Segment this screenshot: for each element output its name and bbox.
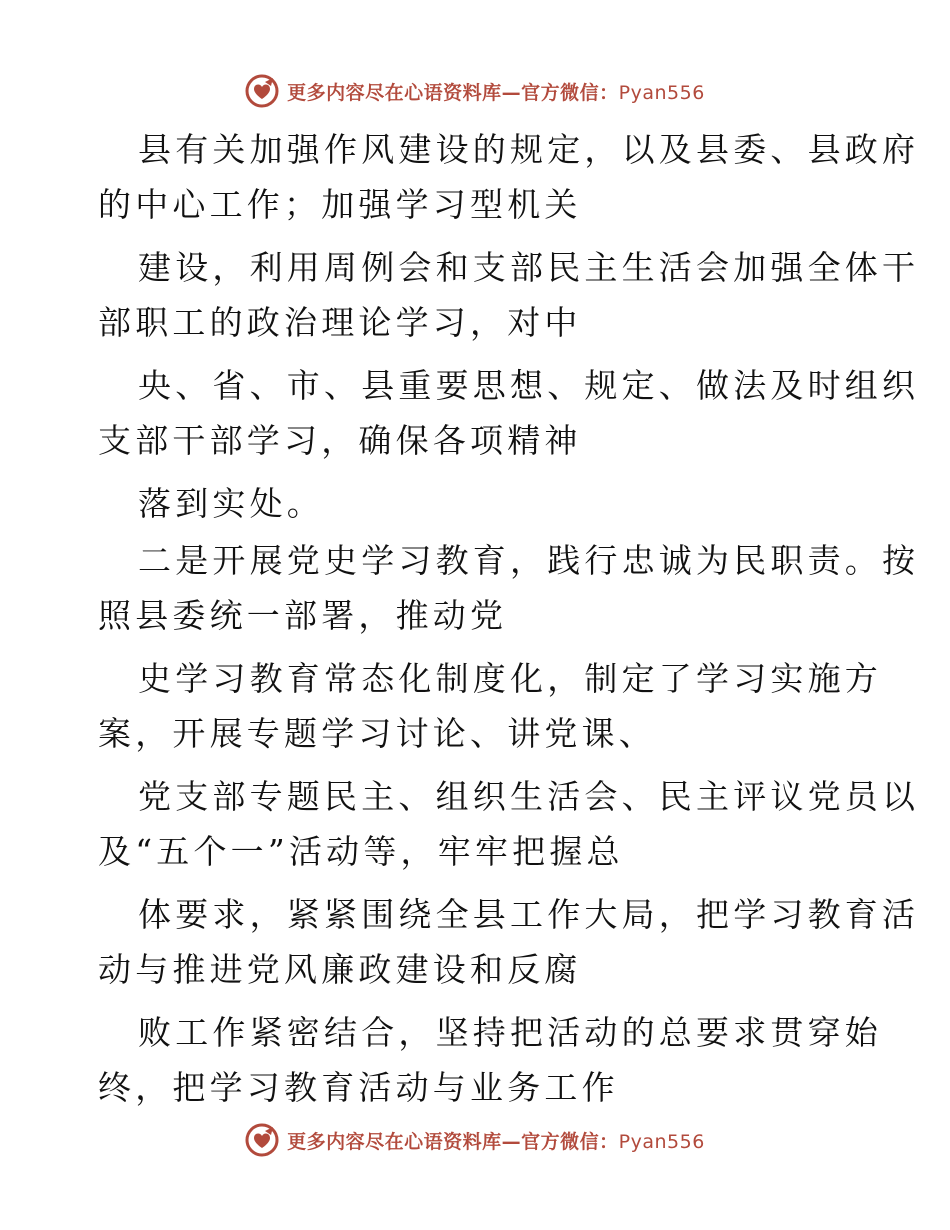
header-banner-text: 更多内容尽在心语资料库—官方微信：Pyan556: [287, 81, 705, 104]
text-line: 及“五个一”活动等，牢牢把握总: [98, 832, 624, 871]
text-line: 败工作紧密结合，坚持把活动的总要求贯穿始: [138, 1013, 882, 1052]
text-line: 县有关加强作风建设的规定，以及县委、县政府: [138, 130, 920, 169]
footer-banner-text: 更多内容尽在心语资料库—官方微信：Pyan556: [287, 1130, 705, 1153]
text-line: 案，开展专题学习讨论、讲党课、: [98, 714, 656, 753]
text-line: 终，把学习教育活动与业务工作: [98, 1068, 619, 1107]
text-line: 部职工的政治理论学习，对中: [98, 303, 582, 342]
header-banner: [0, 69, 950, 113]
text-line: 照县委统一部署，推动党: [98, 596, 508, 635]
text-line: 史学习教育常态化制度化，制定了学习实施方: [138, 659, 882, 698]
text-line: 支部干部学习，确保各项精神: [98, 421, 582, 460]
text-line: 建设，利用周例会和支部民主生活会加强全体干: [138, 248, 920, 287]
text-line: 体要求，紧紧围绕全县工作大局，把学习教育活: [138, 895, 920, 934]
text-line: 二是开展党史学习教育，践行忠诚为民职责。按: [138, 541, 920, 580]
text-line: 党支部专题民主、组织生活会、民主评议党员以: [138, 777, 920, 816]
text-line: 动与推进党风廉政建设和反腐: [98, 950, 582, 989]
heart-pen-logo-icon: [245, 74, 279, 108]
text-line: 落到实处。: [138, 484, 324, 523]
heart-pen-logo-icon: [245, 1123, 279, 1157]
footer-banner: [0, 1118, 950, 1162]
text-line: 的中心工作；加强学习型机关: [98, 185, 582, 224]
text-line: 央、省、市、县重要思想、规定、做法及时组织: [138, 366, 920, 405]
